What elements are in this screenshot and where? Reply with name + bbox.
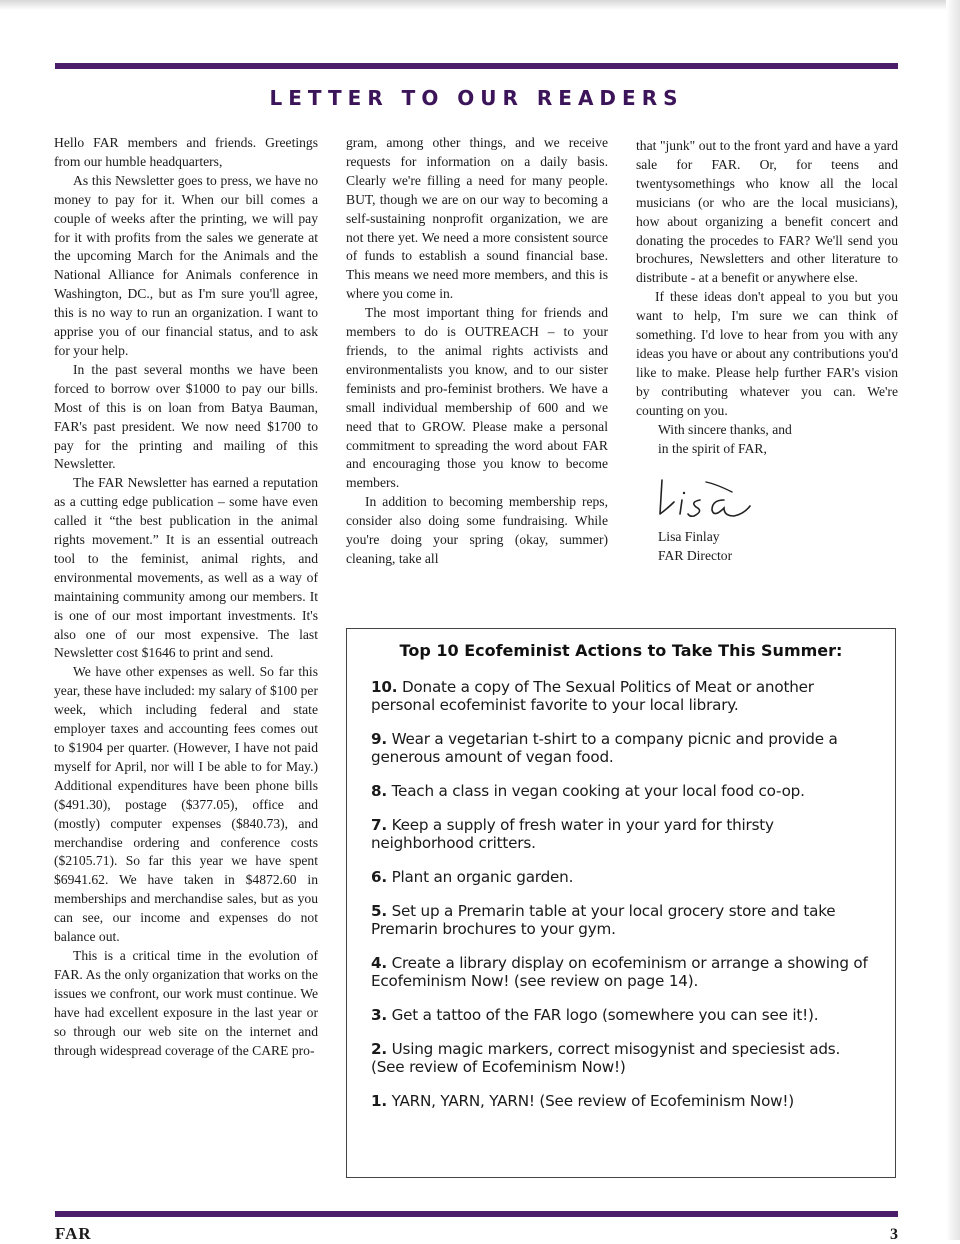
action-item — [371, 678, 873, 714]
paragraph: gram, among other things, and we receive requests for information on a daily basis. Clearly we're filling a need for many people. BUT, though we are on our way to becoming a self-sustaining nonprofit organization, we are not there yet. We need a more consistent source of funds to establish a sound financial base. This means we need more members, and this is where you come in. — [346, 135, 608, 302]
closing-line: With sincere thanks, and — [658, 421, 792, 437]
action-number: 5. — [371, 902, 387, 920]
action-text: Create a library display on ecofeminism or arrange a showing of Ecofeminism Now! (see review on page 14). — [371, 954, 868, 990]
paragraph: Hello FAR members and friends. Greetings from our humble headquarters, — [54, 135, 318, 169]
scan-top-edge — [0, 0, 960, 10]
page-number: 3 — [890, 1226, 898, 1243]
action-text: Donate a copy of The Sexual Politics of Meat or another personal ecofeminist favorite to your local library. — [371, 678, 814, 714]
signature-image — [654, 462, 898, 522]
paragraph: We have other expenses as well. So far this year, these have included: my salary of $100 per week, which including federal and state employer taxes and accounting fees comes out to $1904 per quarter. (However, I have not paid myself for April, nor will I be able to for May.) Additional expenditures have been phone bills ($491.30), postage ($377.05), office and (mostly) computer expenses ($840.73), and merchandise ordering and conference costs ($2105.71). So far this year we have spent $6941.62. We have taken in $4872.60 in memberships and merchandise sales, but as you can see, our income and expenses do not balance out. — [54, 664, 318, 945]
action-item — [371, 782, 873, 800]
footer-publication-name: FAR — [55, 1224, 92, 1243]
letter-column-3 — [636, 137, 898, 566]
action-text: YARN, YARN, YARN! (See review of Ecofeminism Now!) — [386, 1092, 795, 1110]
action-number: 4. — [371, 954, 387, 972]
action-text: Wear a vegetarian t-shirt to a company picnic and provide a generous amount of vegan food. — [371, 730, 838, 766]
closing-line: in the spirit of FAR, — [658, 440, 767, 456]
action-number: 3. — [371, 1006, 387, 1024]
action-text: Teach a class in vegan cooking at your local food co-op. — [386, 782, 805, 800]
top-10-actions-box — [346, 628, 896, 1178]
paragraph: As this Newsletter goes to press, we have no money to pay for it. When our bill comes a couple of weeks after the printing, we will pay for it with profits from the sales we generate at the upcoming March for the Animals and the National Alliance for Animals conference in Washington, DC., but as I'm sure you'll agree, this is no way to run an organization. I want to apprise you of our financial status, and to ask for your help. — [54, 172, 318, 358]
paragraph: In addition to becoming membership reps, consider also doing some fundraising. While you're doing your spring (okay, summer) cleaning, take all — [346, 494, 608, 566]
paragraph: The most important thing for friends and members to do is OUTREACH – to your friends, to the animal rights activists and environmentalists you know, and to our sister feminists and pro-feminist brothers. We have a small individual membership of 600 and we need that to GROW. Please make a personal commitment to spreading the word about FAR and encouraging those you know to become members. — [346, 305, 608, 491]
action-number: 9. — [371, 730, 387, 748]
action-number: 2. — [371, 1040, 387, 1058]
action-item — [371, 1006, 873, 1024]
action-text: Plant an organic garden. — [386, 868, 574, 886]
paragraph: If these ideas don't appeal to you but you want to help, I'm sure we can think of something. I'd love to hear from you with any ideas you have or about any contributions you'd like to make. Please help further FAR's vision by contributing whatever you can. We're counting on you. — [636, 289, 898, 418]
action-number: 8. — [371, 782, 387, 800]
box-title: Top 10 Ecofeminist Actions to Take This Summer: — [399, 641, 843, 660]
action-item — [371, 730, 873, 766]
action-number: 7. — [371, 816, 387, 834]
action-text: Keep a supply of fresh water in your yard for thirsty neighborhood critters. — [371, 816, 774, 852]
signer-title: FAR Director — [658, 548, 733, 564]
action-number: 6. — [371, 868, 387, 886]
action-item — [371, 954, 873, 990]
action-text: Using magic markers, correct misogynist and speciesist ads. (See review of Ecofeminism Now!) — [371, 1040, 841, 1076]
action-number: 1. — [371, 1092, 387, 1110]
paragraph: The FAR Newsletter has earned a reputation as a cutting edge publication – some have even called it “the best publication in the animal rights movement.” It is an essential outreach tool to the feminist, animal rights, and environmental movements, as well as a way of maintaining community among our members. It is one of our most important investments. It's also one of our most expensive. The last Newsletter cost $1646 to print and send. — [54, 475, 318, 661]
scan-right-edge — [946, 0, 960, 1240]
action-item — [371, 868, 873, 886]
action-item — [371, 1040, 873, 1076]
action-item — [371, 902, 873, 938]
letter-column-2 — [346, 134, 608, 569]
page-heading: LETTER TO OUR READERS — [269, 86, 684, 110]
paragraph: In the past several months we have been forced to borrow over $1000 to pay our bills. Most of this is on loan from Batya Bauman, FAR's past president. We now need $1700 to pay for the printing and mailing of this Newsletter. — [54, 361, 318, 472]
letter-column-1 — [54, 134, 318, 1060]
action-number: 10. — [371, 678, 398, 696]
top-rule — [55, 63, 898, 69]
action-item — [371, 1092, 873, 1110]
paragraph: This is a critical time in the evolution of FAR. As the only organization that works on the issues we confront, our work must continue. We have had excellent exposure in the last year or so through our web site on the internet and through widespread coverage of the CARE pro- — [54, 947, 318, 1058]
action-text: Get a tattoo of the FAR logo (somewhere you can see it!). — [386, 1006, 819, 1024]
action-text: Set up a Premarin table at your local grocery store and take Premarin brochures to your gym. — [371, 902, 836, 938]
signature-icon — [654, 462, 764, 522]
bottom-rule — [55, 1211, 898, 1217]
signer-name: Lisa Finlay — [658, 529, 720, 545]
paragraph: that "junk" out to the front yard and have a yard sale for FAR. Or, for teens and twentysomethings who know all the local musicians (or who are the local musicians), how about organizing a benefit concert and donating the procedes to FAR? We'll send you brochures, Newsletters and other literature to distribute - at a benefit or anywhere else. — [636, 138, 898, 286]
action-item — [371, 816, 873, 852]
